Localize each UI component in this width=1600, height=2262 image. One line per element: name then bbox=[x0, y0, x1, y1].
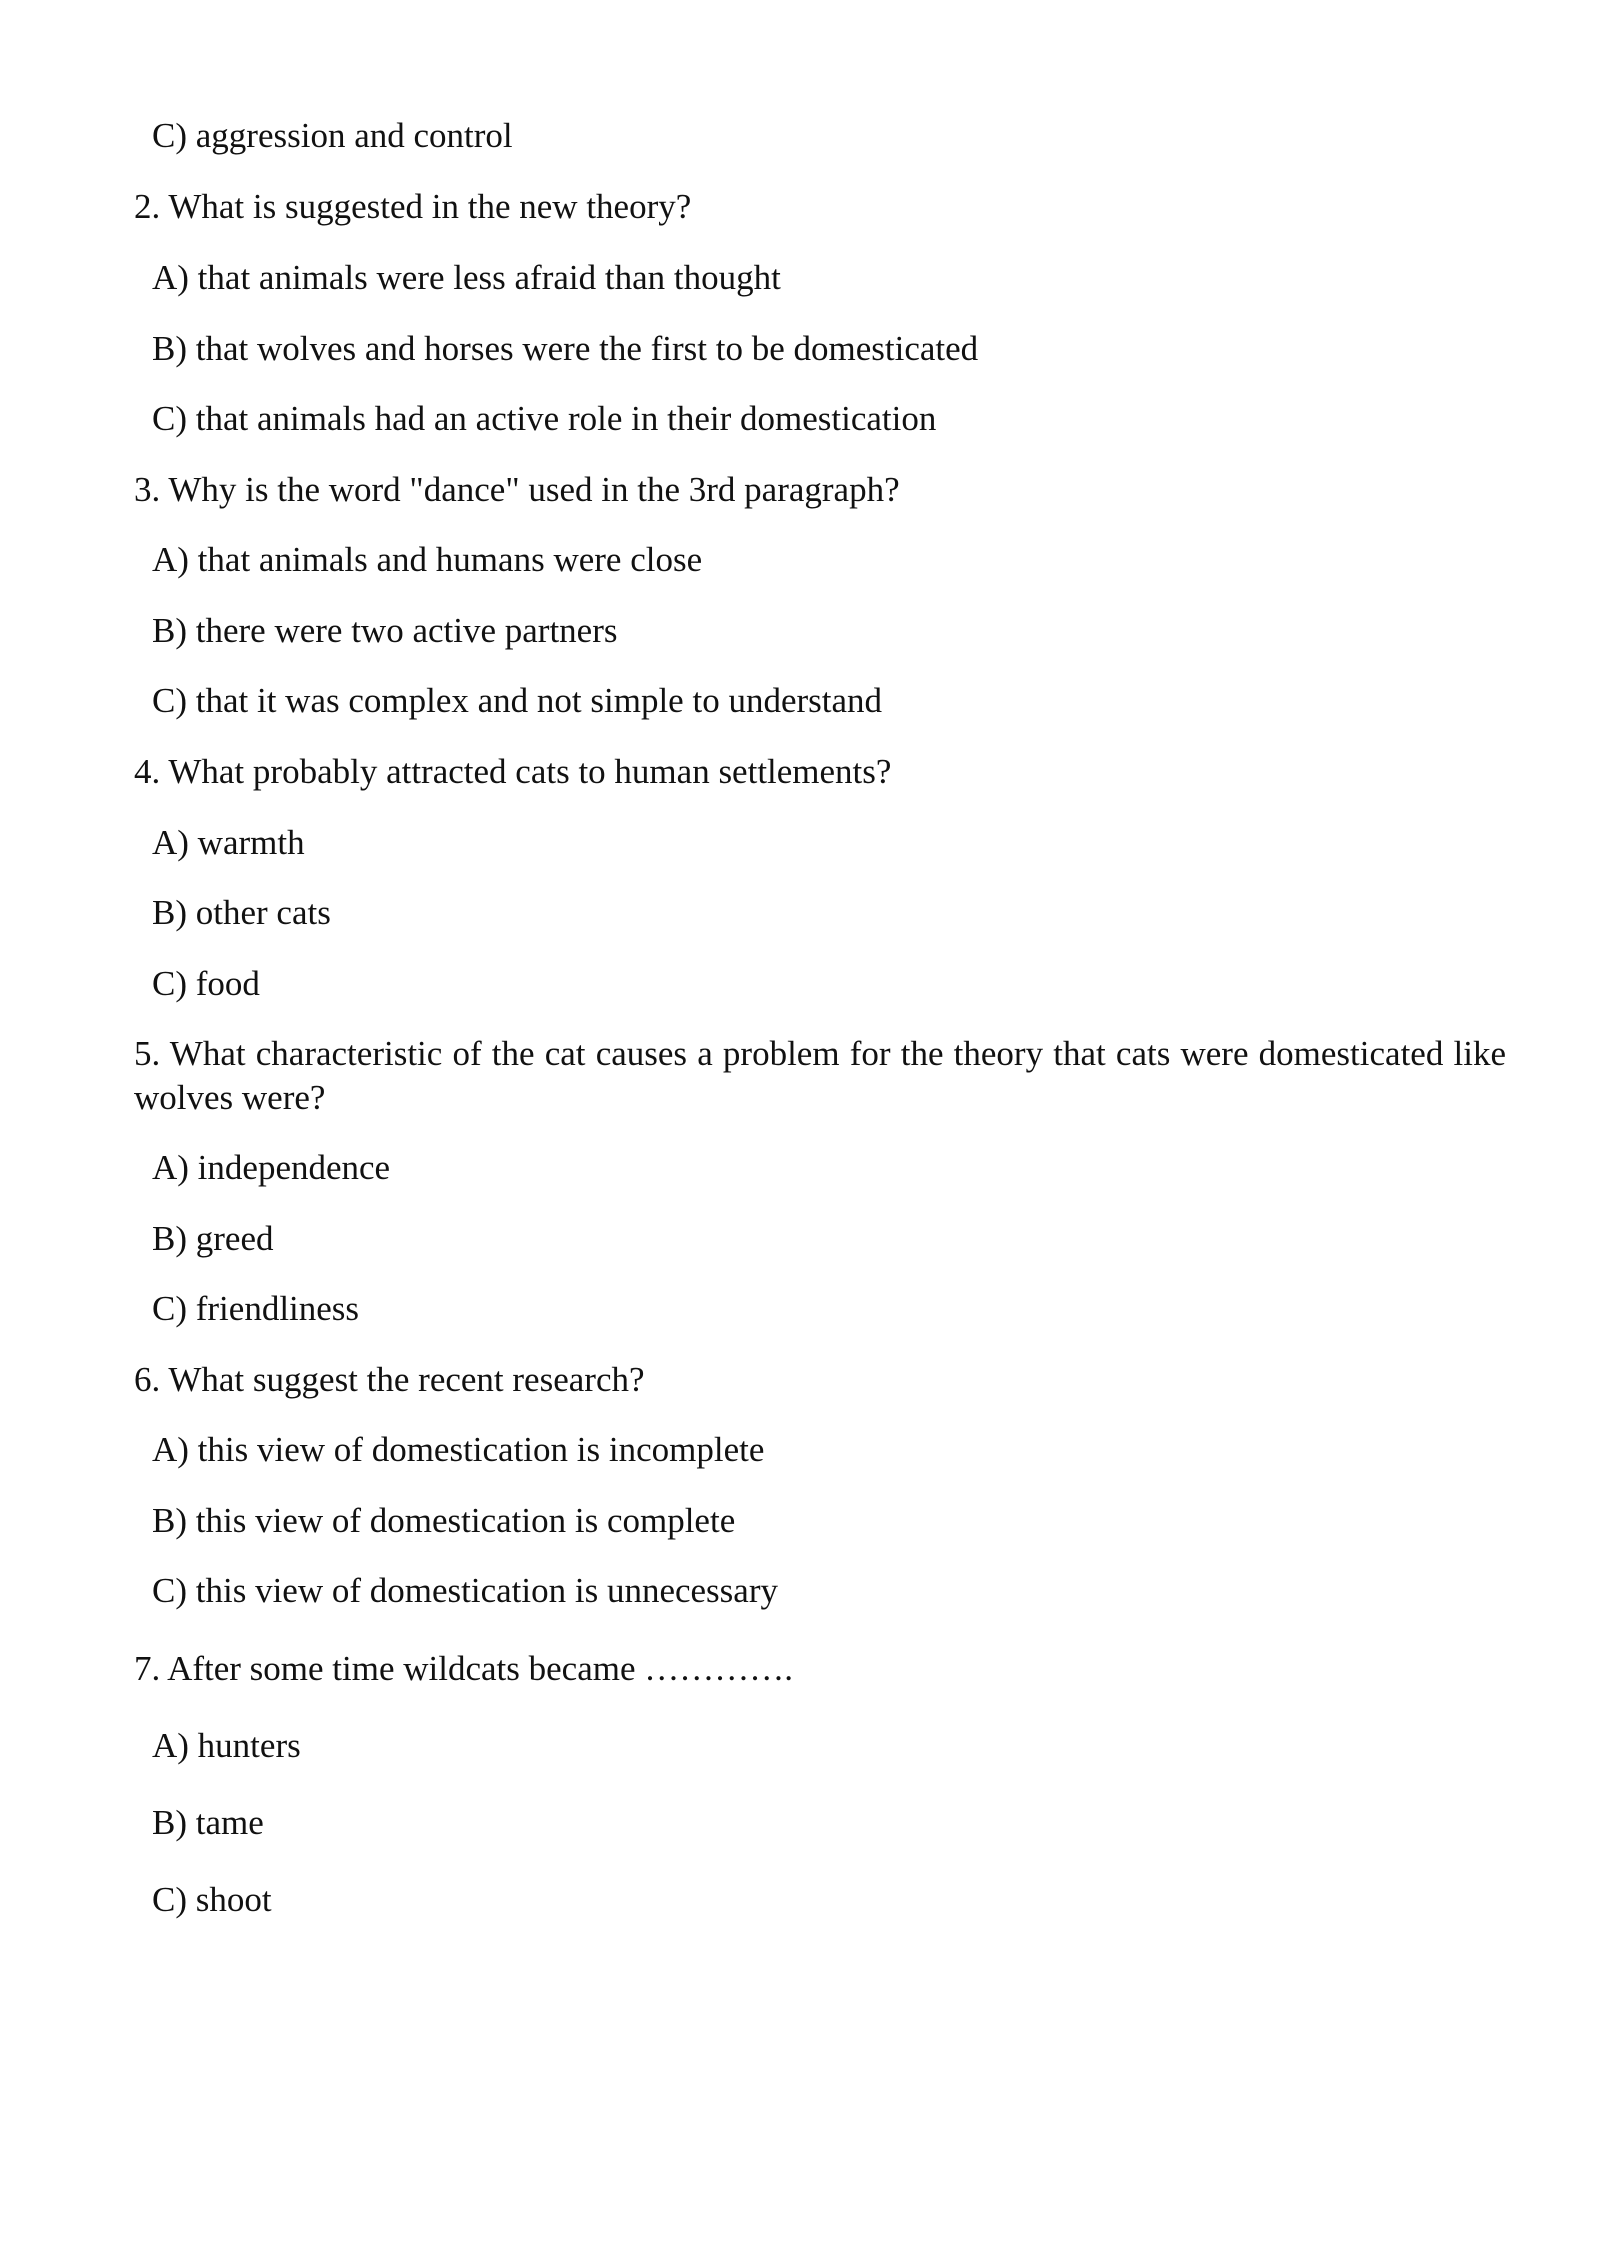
question-7-option-a: A) hunters bbox=[152, 1726, 301, 1765]
question-6-option-b: B) this view of domestication is complete bbox=[152, 1501, 736, 1540]
question-6-option-c: C) this view of domestication is unnecessary bbox=[152, 1571, 778, 1610]
question-4-option-a: A) warmth bbox=[152, 823, 305, 862]
question-5-option-c: C) friendliness bbox=[152, 1289, 360, 1328]
question-2-option-a: A) that animals were less afraid than thought bbox=[152, 258, 781, 297]
question-3-option-c: C) that it was complex and not simple to understand bbox=[152, 681, 883, 720]
question-2-option-b: B) that wolves and horses were the first to be domesticated bbox=[152, 329, 979, 368]
question-5-option-a: A) independence bbox=[152, 1148, 391, 1187]
question-6: 6. What suggest the recent research? bbox=[134, 1360, 645, 1399]
question-5: 5. What characteristic of the cat causes a problem for the theory that cats were domesticated like wolves were? bbox=[134, 1034, 1506, 1117]
question-3-option-a: A) that animals and humans were close bbox=[152, 540, 703, 579]
question-5-option-b: B) greed bbox=[152, 1219, 274, 1258]
question-3: 3. Why is the word "dance" used in the 3rd paragraph? bbox=[134, 470, 900, 509]
question-7-option-c: C) shoot bbox=[152, 1880, 272, 1919]
question-6-option-a: A) this view of domestication is incomplete bbox=[152, 1430, 765, 1469]
question-7-option-b: B) tame bbox=[152, 1803, 264, 1842]
question-4-option-c: C) food bbox=[152, 964, 260, 1003]
continued-option: C) aggression and control bbox=[152, 116, 513, 155]
question-2: 2. What is suggested in the new theory? bbox=[134, 187, 692, 226]
question-7: 7. After some time wildcats became …………. bbox=[134, 1649, 794, 1688]
question-4-option-b: B) other cats bbox=[152, 893, 331, 932]
question-3-option-b: B) there were two active partners bbox=[152, 611, 618, 650]
question-4: 4. What probably attracted cats to human settlements? bbox=[134, 752, 892, 791]
question-2-option-c: C) that animals had an active role in their domestication bbox=[152, 399, 937, 438]
